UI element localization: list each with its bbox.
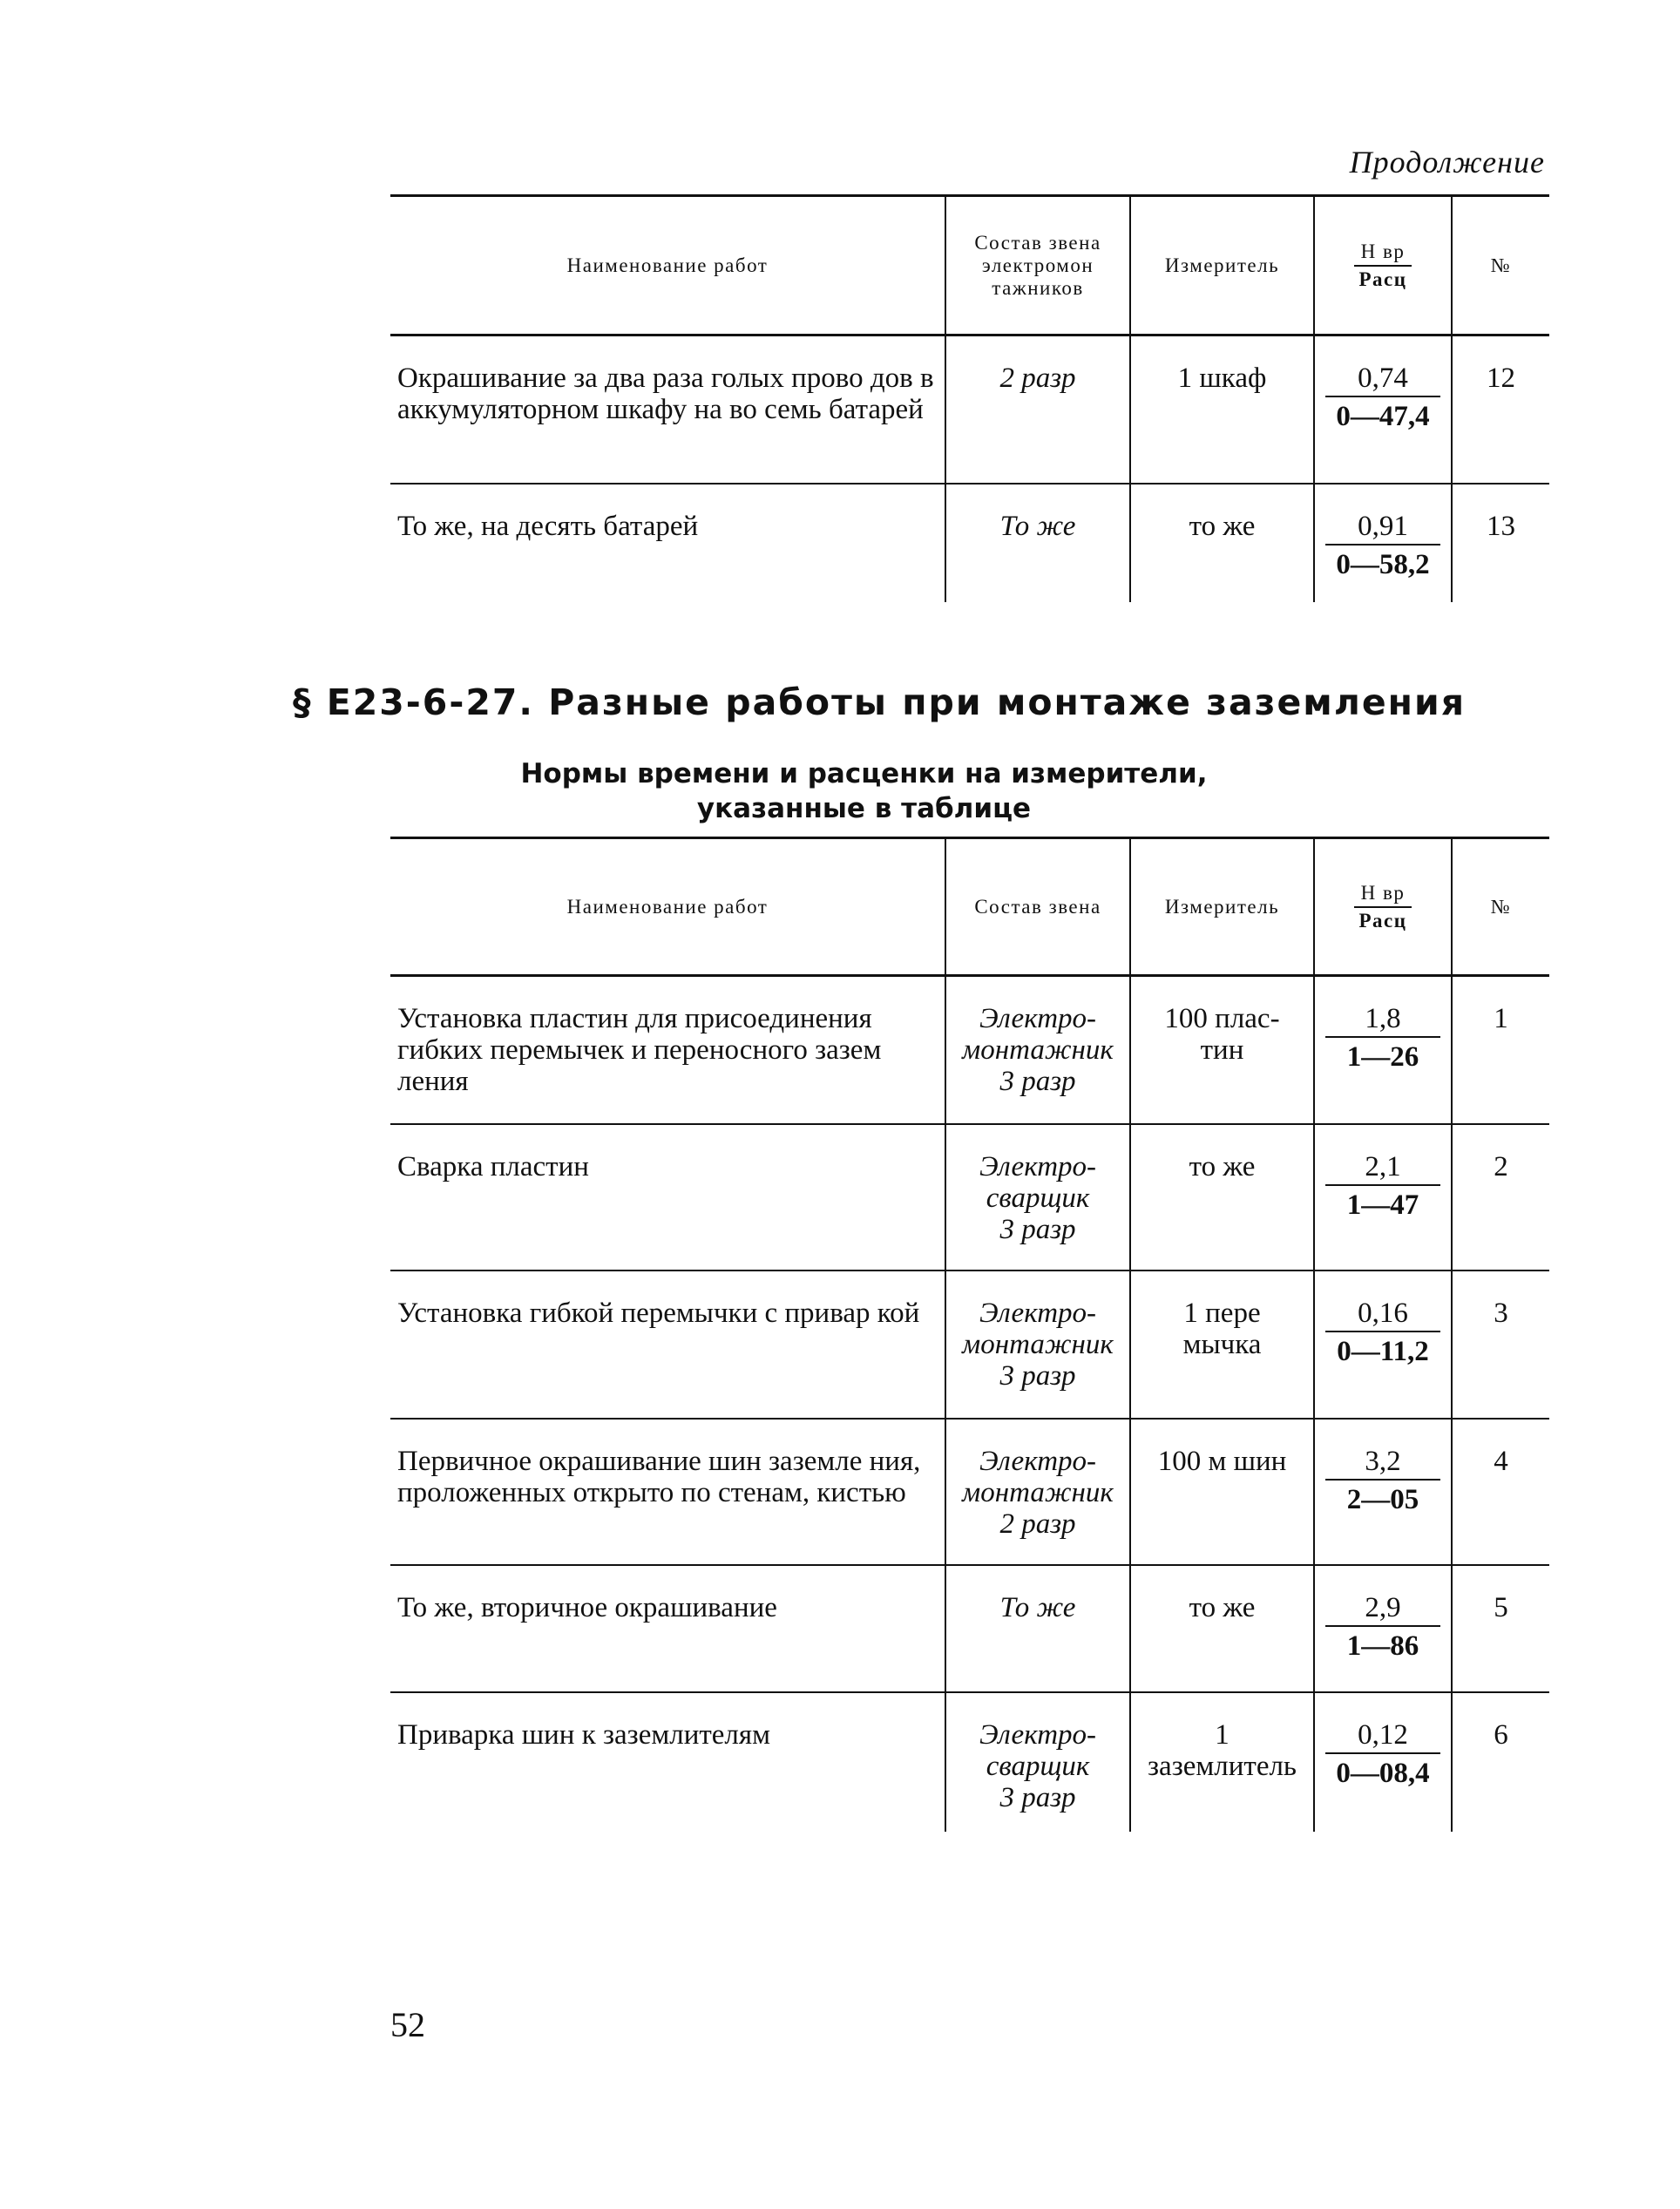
- work-name-cell: То же, вторичное окрашивание: [397, 1591, 777, 1623]
- crew-cell: [945, 976, 1130, 1124]
- table-row: [390, 1565, 1549, 1692]
- measure-cell: [1130, 1692, 1314, 1832]
- header-crew-text: Состав звена электромон тажников: [974, 231, 1101, 299]
- crew-cell: [945, 1271, 1130, 1419]
- crew-grade: 3 разр: [999, 1213, 1076, 1245]
- row-number-cell: 3: [1452, 1271, 1549, 1419]
- crew-line: Электро-: [979, 1718, 1097, 1751]
- crew-cell: [945, 1419, 1130, 1565]
- crew-grade: 2 разр: [999, 1508, 1076, 1540]
- header-crew: [945, 196, 1130, 335]
- header-number: №: [1452, 196, 1549, 335]
- price-value: 2—05: [1346, 1483, 1419, 1515]
- row-number-cell: 6: [1452, 1692, 1549, 1832]
- time-norm-value: 2,9: [1325, 1592, 1440, 1627]
- header-work-name: Наименование работ: [566, 895, 769, 918]
- row-number-cell: 12: [1452, 335, 1549, 484]
- rate-cell: [1314, 1419, 1452, 1565]
- header-crew: Состав звена: [945, 838, 1130, 976]
- page-number: 52: [390, 2005, 425, 2044]
- work-name-cell: Установка пластин для присоединения гибких перемычек и переносного зазем ления: [397, 1003, 882, 1097]
- crew-grade: 3 разр: [999, 1359, 1076, 1392]
- row-number-cell: 5: [1452, 1565, 1549, 1692]
- rate-cell: [1314, 976, 1452, 1124]
- table-subtitle: [0, 756, 1680, 826]
- work-name-cell: Установка гибкой перемычки с привар кой: [397, 1297, 920, 1329]
- rate-fraction: [1322, 1446, 1444, 1515]
- table-row: [390, 976, 1549, 1124]
- measure-line: мычка: [1182, 1328, 1262, 1360]
- crew-cell: [945, 1124, 1130, 1271]
- crew-line: монтажник: [962, 1034, 1114, 1066]
- header-number: №: [1452, 838, 1549, 976]
- measure-line: то же: [1189, 1150, 1256, 1182]
- rate-cell: [1314, 1271, 1452, 1419]
- time-norm-value: 0,74: [1325, 363, 1440, 397]
- time-norm-value: 0,91: [1325, 511, 1440, 545]
- rate-fraction: [1322, 363, 1444, 432]
- crew-grade: 3 разр: [999, 1781, 1076, 1813]
- continuation-label: Продолжение: [1349, 145, 1545, 180]
- header-measure: Измеритель: [1130, 196, 1314, 335]
- measure-line: то же: [1189, 1591, 1256, 1623]
- table-row: [390, 484, 1549, 602]
- table-header-row: [390, 196, 1549, 335]
- price-value: 1—47: [1346, 1189, 1419, 1221]
- measure-cell: [1130, 1124, 1314, 1271]
- table-row: [390, 1271, 1549, 1419]
- time-norm-value: 3,2: [1325, 1446, 1440, 1481]
- header-measure: Измеритель: [1130, 838, 1314, 976]
- crew-line: Электро-: [979, 1297, 1097, 1329]
- table-header-row: [390, 838, 1549, 976]
- rate-header-fraction: [1354, 882, 1412, 932]
- price-value: 0—11,2: [1337, 1335, 1429, 1367]
- subtitle-line-2: указанные в таблице: [696, 793, 1032, 824]
- crew-line: монтажник: [962, 1476, 1114, 1508]
- time-norm-value: 1,8: [1325, 1003, 1440, 1038]
- header-rate: [1314, 838, 1452, 976]
- measure-cell: [1130, 1419, 1314, 1565]
- measure-cell: то же: [1130, 484, 1314, 602]
- rate-header-bottom: Расц: [1358, 268, 1407, 290]
- rate-fraction: [1322, 1298, 1444, 1367]
- table-row: [390, 1692, 1549, 1832]
- measure-line: 1 заземлитель: [1148, 1718, 1297, 1782]
- header-work-name: Наименование работ: [566, 254, 769, 276]
- work-name-cell: Первичное окрашивание шин заземле ния, проложенных открыто по стенам, кистью: [397, 1445, 921, 1508]
- crew-line: сварщик: [986, 1182, 1090, 1214]
- rate-cell: [1314, 1124, 1452, 1271]
- crew-cell: 2 разр: [945, 335, 1130, 484]
- crew-line: Электро-: [979, 1445, 1097, 1477]
- row-number-cell: 1: [1452, 976, 1549, 1124]
- rate-cell: [1314, 1565, 1452, 1692]
- work-name-cell: То же, на десять батарей: [397, 510, 699, 542]
- measure-line: 100 плас-: [1164, 1003, 1280, 1034]
- work-name-cell: Приварка шин к заземлителям: [397, 1718, 770, 1751]
- header-rate: [1314, 196, 1452, 335]
- rate-fraction: [1322, 1592, 1444, 1662]
- section-title: § Е23-6-27. Разные работы при монтаже заземления: [292, 681, 1467, 723]
- table-row: [390, 1419, 1549, 1565]
- crew-line: монтажник: [962, 1328, 1114, 1360]
- crew-line: Электро-: [979, 1003, 1097, 1034]
- rate-header-fraction: [1354, 241, 1412, 291]
- price-value: 1—26: [1346, 1041, 1419, 1073]
- time-norm-value: 0,16: [1325, 1298, 1440, 1332]
- table-row: [390, 1124, 1549, 1271]
- measure-cell: [1130, 1565, 1314, 1692]
- measure-cell: [1130, 976, 1314, 1124]
- crew-line: То же: [999, 1591, 1076, 1623]
- price-value: 0—58,2: [1336, 548, 1430, 580]
- rate-cell: [1314, 484, 1452, 602]
- measure-cell: [1130, 1271, 1314, 1419]
- price-value: 0—08,4: [1336, 1757, 1430, 1789]
- rate-header-top: Н вр: [1354, 882, 1412, 908]
- rate-fraction: [1322, 511, 1444, 580]
- rate-fraction: [1322, 1719, 1444, 1789]
- price-value: 0—47,4: [1336, 401, 1430, 432]
- rate-header-bottom: Расц: [1358, 909, 1407, 932]
- work-name-cell: Окрашивание за два раза голых прово дов в аккумуляторном шкафу на во семь батарей: [397, 363, 934, 425]
- grounding-works-table: [390, 837, 1549, 1832]
- time-norm-value: 0,12: [1325, 1719, 1440, 1754]
- row-number-cell: 13: [1452, 484, 1549, 602]
- crew-line: Электро-: [979, 1150, 1097, 1182]
- price-value: 1—86: [1346, 1630, 1419, 1662]
- subtitle-line-1: Нормы времени и расценки на измерители,: [520, 758, 1208, 789]
- table-row: [390, 335, 1549, 484]
- time-norm-value: 2,1: [1325, 1151, 1440, 1186]
- norms-table-continued: [390, 194, 1549, 602]
- crew-cell: [945, 1692, 1130, 1832]
- crew-line: сварщик: [986, 1750, 1090, 1782]
- measure-cell: 1 шкаф: [1130, 335, 1314, 484]
- rate-fraction: [1322, 1151, 1444, 1221]
- crew-grade: 3 разр: [999, 1066, 1076, 1097]
- row-number-cell: 4: [1452, 1419, 1549, 1565]
- rate-fraction: [1322, 1003, 1444, 1073]
- crew-cell: То же: [945, 484, 1130, 602]
- measure-line: 100 м шин: [1157, 1445, 1287, 1477]
- rate-cell: [1314, 335, 1452, 484]
- measure-line: 1 пере: [1183, 1297, 1261, 1329]
- rate-header-top: Н вр: [1354, 241, 1412, 267]
- measure-line: тин: [1200, 1034, 1244, 1066]
- rate-cell: [1314, 1692, 1452, 1832]
- row-number-cell: 2: [1452, 1124, 1549, 1271]
- work-name-cell: Сварка пластин: [397, 1150, 589, 1182]
- crew-cell: [945, 1565, 1130, 1692]
